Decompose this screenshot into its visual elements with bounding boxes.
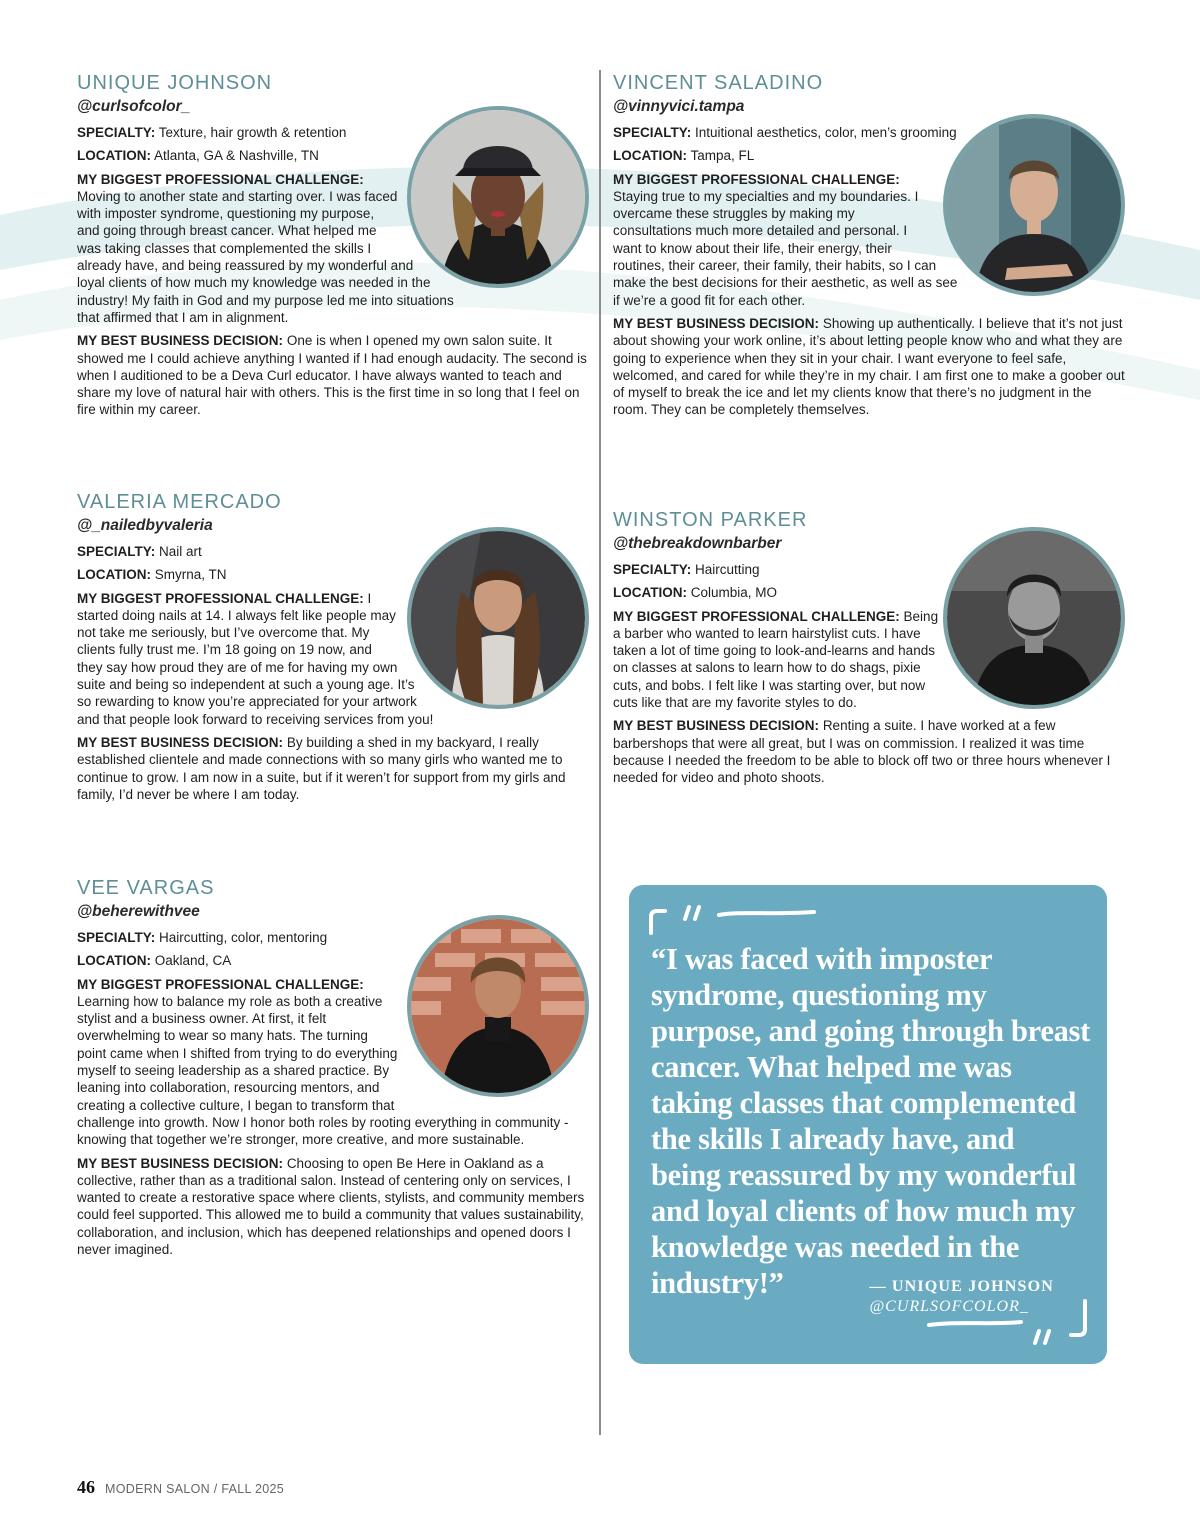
challenge-label: MY BIGGEST PROFESSIONAL CHALLENGE:: [77, 976, 364, 992]
page-number: 46: [77, 1477, 95, 1497]
profile-vincent-saladino: [613, 71, 1125, 419]
challenge-value: Moving to another state and starting over. I was faced with imposter syndrome, questioning my purpose, and going through breast cancer. What helped me was taking classes that complemented the skills I already have, and being reassured by my wonderful and loyal clients of how much my knowledge was needed in the industry! My faith in God and my purpose led me into situations that affirmed that I am in alignment.: [77, 188, 454, 325]
location-value: Smyrna, TN: [154, 567, 227, 583]
profile-vee-vargas: [77, 876, 589, 1258]
decision-value: Renting a suite. I have worked at a few barbershops that were all great, but I was on commission. I realized it was time because I needed the freedom to be able to block off two or three hours whenever I needed for video and photo shoots.: [613, 718, 1111, 786]
column-divider: [599, 70, 601, 1435]
profile-handle: @beherewithvee: [77, 903, 200, 920]
attribution-name: — UNIQUE JOHNSON: [869, 1278, 1054, 1295]
specialty-value: Intuitional aesthetics, color, men’s grooming: [695, 125, 957, 140]
challenge-label: MY BIGGEST PROFESSIONAL CHALLENGE:: [613, 171, 900, 187]
pull-quote-text: “I was faced with imposter syndrome, questioning my purpose, and going through breast cancer. What helped me was taking classes that complemented the skills I already have, and being reassured by my wonderful and loyal clients of how much my knowledge was needed in the industry!”: [651, 942, 1090, 1300]
location-value: Tampa, FL: [690, 148, 755, 164]
profile-handle: @thebreakdownbarber: [613, 535, 782, 552]
profile-valeria-mercado: [77, 490, 589, 803]
specialty-label: SPECIALTY:: [613, 562, 692, 577]
decision-field: [613, 717, 1125, 786]
challenge-label: MY BIGGEST PROFESSIONAL CHALLENGE:: [613, 608, 900, 624]
profile-name: VINCENT SALADINO: [613, 72, 824, 94]
attribution-handle: @CURLSOFCOLOR_: [869, 1298, 1029, 1315]
location-value: Oakland, CA: [154, 953, 232, 969]
profile-photo: [943, 114, 1125, 296]
profile-photo: [943, 527, 1125, 709]
challenge-value: Learning how to balance my role as both a creative stylist and a business owner. At first, it felt overwhelming to wear so many hats. The turning point came when I shifted from trying to do everything myself to seeing leadership as a shared practice. By leaning into collaboration, resourcing mentors, and creating a collective culture, I began to transform that challenge into growth. Now I honor both roles by rooting everything in community - knowing that together we’re stronger, more creative, and more sustainable.: [77, 993, 569, 1148]
specialty-value: Haircutting, color, mentoring: [159, 930, 328, 945]
page-footer: [77, 1477, 284, 1498]
decision-value: By building a shed in my backyard, I really established clientele and made connections with so many girls who wanted me to continue to grow. I am now in a suite, but if it weren’t for support from my girls and family, I’d never be where I am today.: [77, 734, 566, 802]
specialty-value: Nail art: [159, 544, 202, 559]
profile-photo: [407, 915, 589, 1097]
specialty-value: Texture, hair growth & retention: [158, 125, 347, 140]
pull-quote-attribution: [869, 1277, 1054, 1317]
decision-value: Showing up authentically. I believe that it’s not just about showing your work online, it’s about letting people know who and what they are going to experience when they sit in your chair. I want everyone to feel safe, welcomed, and cared for while they’re in my chair. I am first one to make a goober out of myself to break the ice and let my clients know that there’s no judgment in the room. They can be completely themselves.: [613, 315, 1125, 418]
decision-field: [77, 1155, 589, 1259]
specialty-label: SPECIALTY:: [77, 930, 156, 945]
specialty-value: Haircutting: [695, 562, 760, 577]
profile-winston-parker: [613, 508, 1125, 787]
profile-handle: @_nailedbyvaleria: [77, 517, 213, 534]
decision-value: Choosing to open Be Here in Oakland as a collective, rather than as a traditional salon. Instead of centering only on services, I wanted to create a restorative space where clients, stylists, and community members could feel supported. This allowed me to build a community that values sustainability, collaboration, and inclusion, which has deepened relationships and opened doors I never imagined.: [77, 1155, 585, 1258]
challenge-label: MY BIGGEST PROFESSIONAL CHALLENGE:: [77, 171, 364, 187]
profile-name: WINSTON PARKER: [613, 509, 808, 531]
challenge-value: Staying true to my specialties and my boundaries. I overcame these struggles by making my consultations much more detailed and personal. I want to know about their life, their energy, their routines, their career, their family, their habits, so I can make the best decisions for their aesthetic, as well as see if we’re a good fit for each other.: [613, 188, 958, 308]
decision-field: [613, 315, 1125, 419]
decision-label: MY BEST BUSINESS DECISION:: [77, 333, 284, 349]
challenge-value: Being a barber who wanted to learn hairstylist cuts. I have taken a lot of time going to look-and-learns and hands on classes at salons to learn how to do shags, pixie cuts, and bobs. I felt like I was starting over, but now cuts like that are my favorite styles to do.: [613, 608, 939, 711]
location-label: LOCATION:: [77, 148, 151, 164]
decision-label: MY BEST BUSINESS DECISION:: [613, 315, 820, 331]
profile-photo: [407, 527, 589, 709]
location-value: Columbia, MO: [690, 585, 778, 601]
profile-name: VEE VARGAS: [77, 877, 215, 899]
profile-name: UNIQUE JOHNSON: [77, 72, 273, 94]
decision-label: MY BEST BUSINESS DECISION:: [77, 1155, 284, 1171]
specialty-label: SPECIALTY:: [613, 125, 692, 140]
decision-field: [77, 734, 589, 803]
decision-value: One is when I opened my own salon suite. It showed me I could achieve anything I wanted if I had enough audacity. The second is when I auditioned to be a Deva Curl educator. I have always wanted to teach and share my love of natural hair with others. This is the first time in so long that I feel on fire within my career.: [77, 333, 587, 418]
publication-label: MODERN SALON / FALL 2025: [105, 1482, 285, 1496]
decision-label: MY BEST BUSINESS DECISION:: [613, 718, 820, 734]
pull-quote-box: [629, 885, 1107, 1364]
location-label: LOCATION:: [613, 585, 687, 601]
profile-photo: [407, 106, 589, 288]
profile-unique-johnson: [77, 71, 589, 419]
decision-field: [77, 332, 589, 418]
location-label: LOCATION:: [613, 148, 687, 164]
profile-name: VALERIA MERCADO: [77, 491, 282, 513]
location-label: LOCATION:: [77, 953, 151, 969]
specialty-label: SPECIALTY:: [77, 544, 156, 559]
location-value: Atlanta, GA & Nashville, TN: [154, 148, 319, 164]
specialty-label: SPECIALTY:: [77, 125, 156, 140]
profile-handle: @vinnyvici.tampa: [613, 98, 745, 115]
challenge-value: I started doing nails at 14. I always felt like people may not take me seriously, but I’ve overcome that. My clients fully trust me. I’m 18 going on 19 now, and they say how proud they are of me for having my own suite and being so independent at such a young age. It’s so rewarding to know you’re appreciated for your artwork and that people look forward to receiving services from you!: [77, 590, 434, 727]
decision-label: MY BEST BUSINESS DECISION:: [77, 734, 284, 750]
profile-handle: @curlsofcolor_: [77, 98, 191, 115]
location-label: LOCATION:: [77, 567, 151, 583]
challenge-label: MY BIGGEST PROFESSIONAL CHALLENGE:: [77, 590, 364, 606]
